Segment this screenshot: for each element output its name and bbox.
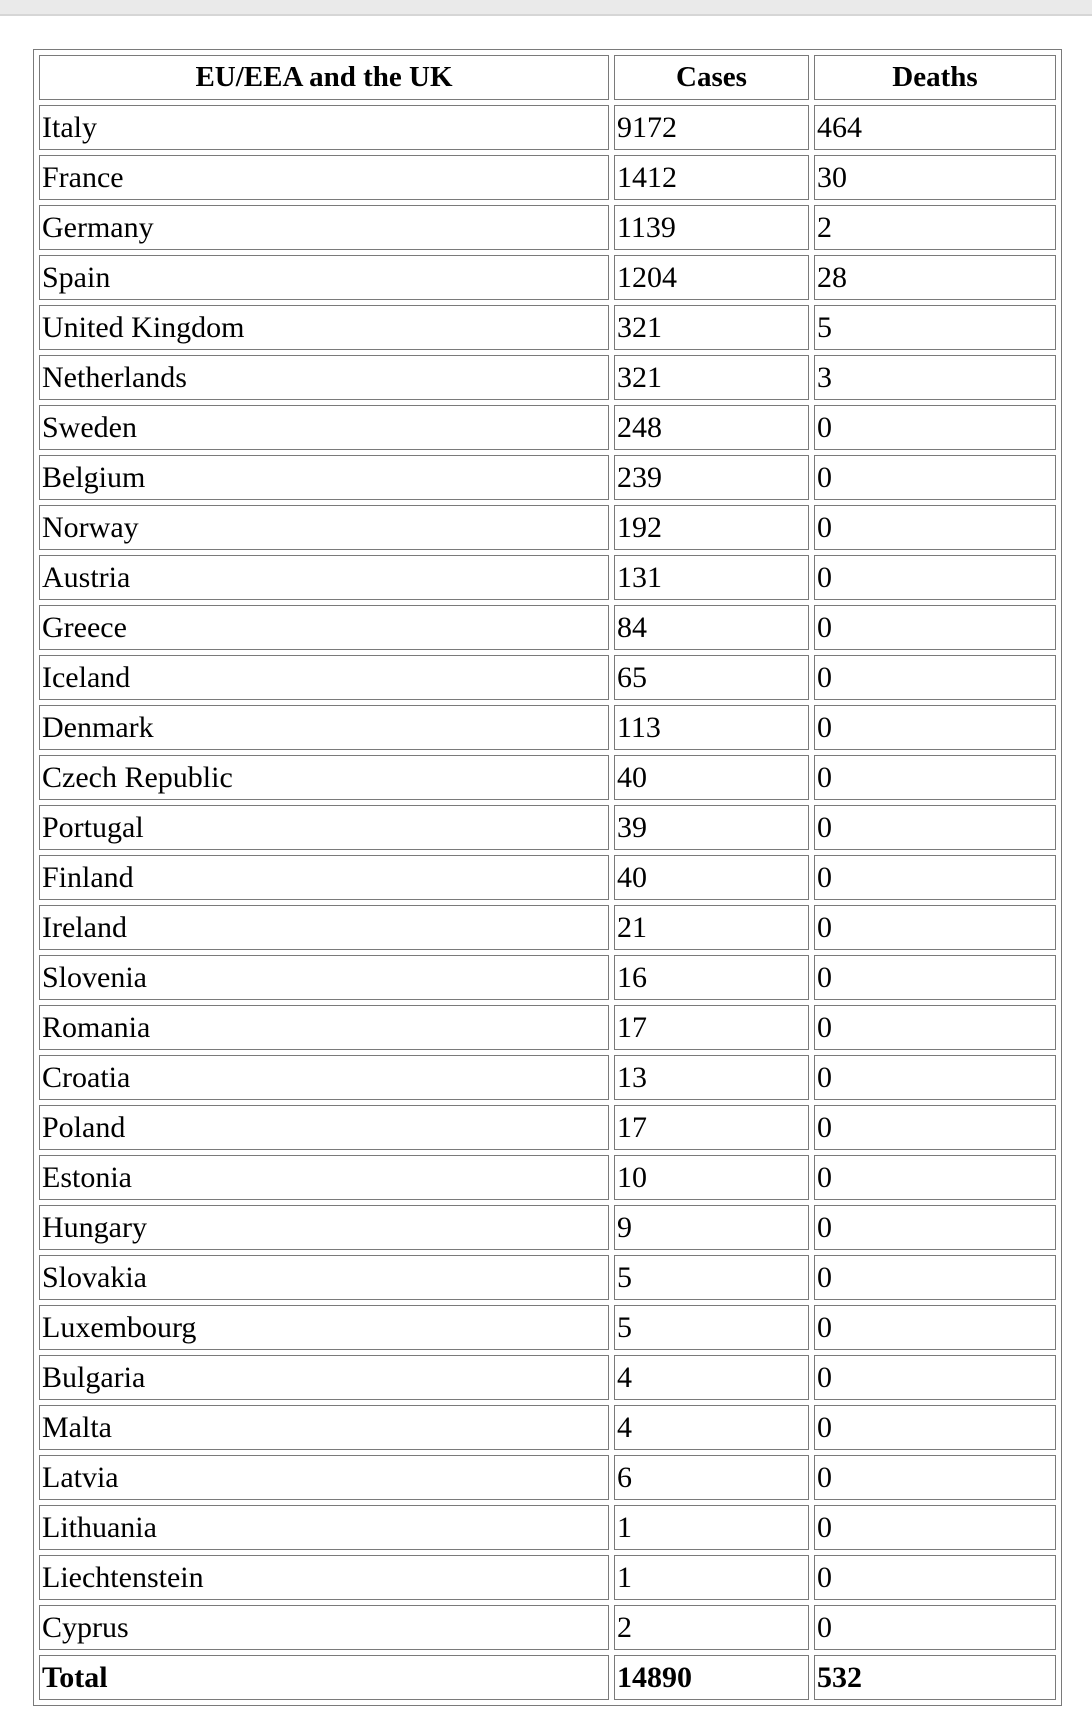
country-cell: United Kingdom <box>39 305 609 350</box>
country-cell: Greece <box>39 605 609 650</box>
top-bar <box>0 0 1092 16</box>
deaths-cell: 5 <box>814 305 1056 350</box>
table-row <box>39 1155 1056 1200</box>
cases-cell: 65 <box>614 655 809 700</box>
header-country: EU/EEA and the UK <box>39 55 609 100</box>
cases-cell: 21 <box>614 905 809 950</box>
table-row <box>39 205 1056 250</box>
cases-cell: 16 <box>614 955 809 1000</box>
header-deaths: Deaths <box>814 55 1056 100</box>
deaths-cell: 0 <box>814 505 1056 550</box>
cases-cell: 13 <box>614 1055 809 1100</box>
deaths-cell: 2 <box>814 205 1056 250</box>
country-cell: Latvia <box>39 1455 609 1500</box>
deaths-cell: 0 <box>814 1605 1056 1650</box>
country-cell: Portugal <box>39 805 609 850</box>
table-row <box>39 855 1056 900</box>
cases-cell: 321 <box>614 355 809 400</box>
table-row <box>39 1405 1056 1450</box>
deaths-cell: 0 <box>814 405 1056 450</box>
country-cell: Denmark <box>39 705 609 750</box>
country-cell: Sweden <box>39 405 609 450</box>
country-cell: Liechtenstein <box>39 1555 609 1600</box>
country-cell: Spain <box>39 255 609 300</box>
country-cell: Ireland <box>39 905 609 950</box>
cases-cell: 248 <box>614 405 809 450</box>
deaths-cell: 0 <box>814 705 1056 750</box>
cases-cell: 1204 <box>614 255 809 300</box>
table-row <box>39 705 1056 750</box>
table-row <box>39 1105 1056 1150</box>
total-row <box>39 1655 1056 1700</box>
table-row <box>39 505 1056 550</box>
cases-cell: 4 <box>614 1405 809 1450</box>
table-row <box>39 255 1056 300</box>
cases-cell: 4 <box>614 1355 809 1400</box>
deaths-cell: 0 <box>814 1155 1056 1200</box>
deaths-cell: 0 <box>814 1555 1056 1600</box>
country-cell: Romania <box>39 1005 609 1050</box>
cases-cell: 192 <box>614 505 809 550</box>
deaths-cell: 0 <box>814 1305 1056 1350</box>
country-cell: Belgium <box>39 455 609 500</box>
total-deaths: 532 <box>814 1655 1056 1700</box>
total-label: Total <box>39 1655 609 1700</box>
deaths-cell: 0 <box>814 455 1056 500</box>
table-row <box>39 1055 1056 1100</box>
cases-cell: 239 <box>614 455 809 500</box>
table-row <box>39 1555 1056 1600</box>
country-cell: Bulgaria <box>39 1355 609 1400</box>
cases-cell: 5 <box>614 1305 809 1350</box>
country-cell: Finland <box>39 855 609 900</box>
country-cell: Luxembourg <box>39 1305 609 1350</box>
country-cell: Lithuania <box>39 1505 609 1550</box>
country-cell: Czech Republic <box>39 755 609 800</box>
table-row <box>39 1355 1056 1400</box>
cases-cell: 1139 <box>614 205 809 250</box>
cases-cell: 17 <box>614 1005 809 1050</box>
country-cell: France <box>39 155 609 200</box>
deaths-cell: 0 <box>814 805 1056 850</box>
cases-cell: 39 <box>614 805 809 850</box>
cases-cell: 1412 <box>614 155 809 200</box>
deaths-cell: 0 <box>814 1105 1056 1150</box>
total-cases: 14890 <box>614 1655 809 1700</box>
table-row <box>39 905 1056 950</box>
country-cell: Italy <box>39 105 609 150</box>
deaths-cell: 30 <box>814 155 1056 200</box>
table-row <box>39 355 1056 400</box>
country-cell: Slovakia <box>39 1255 609 1300</box>
cases-cell: 9 <box>614 1205 809 1250</box>
header-row <box>39 55 1056 100</box>
deaths-cell: 0 <box>814 605 1056 650</box>
cases-cell: 2 <box>614 1605 809 1650</box>
cases-cell: 17 <box>614 1105 809 1150</box>
table-row <box>39 755 1056 800</box>
cases-cell: 40 <box>614 755 809 800</box>
country-cell: Malta <box>39 1405 609 1450</box>
cases-cell: 6 <box>614 1455 809 1500</box>
country-cell: Austria <box>39 555 609 600</box>
table-row <box>39 555 1056 600</box>
country-cell: Cyprus <box>39 1605 609 1650</box>
deaths-cell: 464 <box>814 105 1056 150</box>
table-row <box>39 605 1056 650</box>
cases-cell: 321 <box>614 305 809 350</box>
deaths-cell: 0 <box>814 555 1056 600</box>
table-body <box>39 105 1056 1650</box>
cases-cell: 84 <box>614 605 809 650</box>
country-cell: Poland <box>39 1105 609 1150</box>
deaths-cell: 0 <box>814 905 1056 950</box>
deaths-cell: 28 <box>814 255 1056 300</box>
table-row <box>39 1505 1056 1550</box>
table-row <box>39 455 1056 500</box>
deaths-cell: 0 <box>814 1205 1056 1250</box>
cases-cell: 5 <box>614 1255 809 1300</box>
table-row <box>39 305 1056 350</box>
country-cell: Croatia <box>39 1055 609 1100</box>
cases-cell: 10 <box>614 1155 809 1200</box>
deaths-cell: 0 <box>814 1005 1056 1050</box>
deaths-cell: 0 <box>814 1255 1056 1300</box>
deaths-cell: 0 <box>814 955 1056 1000</box>
table-row <box>39 105 1056 150</box>
deaths-cell: 0 <box>814 655 1056 700</box>
header-cases: Cases <box>614 55 809 100</box>
table-row <box>39 1205 1056 1250</box>
cases-cell: 1 <box>614 1555 809 1600</box>
deaths-cell: 0 <box>814 1405 1056 1450</box>
cases-deaths-table <box>33 49 1062 1706</box>
table-row <box>39 1455 1056 1500</box>
deaths-cell: 0 <box>814 755 1056 800</box>
cases-cell: 40 <box>614 855 809 900</box>
country-cell: Netherlands <box>39 355 609 400</box>
country-cell: Slovenia <box>39 955 609 1000</box>
cases-cell: 113 <box>614 705 809 750</box>
table-row <box>39 155 1056 200</box>
country-cell: Norway <box>39 505 609 550</box>
table-row <box>39 955 1056 1000</box>
table-row <box>39 1305 1056 1350</box>
deaths-cell: 0 <box>814 1055 1056 1100</box>
deaths-cell: 0 <box>814 1505 1056 1550</box>
country-cell: Germany <box>39 205 609 250</box>
cases-cell: 1 <box>614 1505 809 1550</box>
table-row <box>39 655 1056 700</box>
table-row <box>39 805 1056 850</box>
table-row <box>39 1255 1056 1300</box>
table-row <box>39 405 1056 450</box>
cases-cell: 9172 <box>614 105 809 150</box>
table-row <box>39 1605 1056 1650</box>
deaths-cell: 3 <box>814 355 1056 400</box>
table-row <box>39 1005 1056 1050</box>
deaths-cell: 0 <box>814 1455 1056 1500</box>
deaths-cell: 0 <box>814 855 1056 900</box>
country-cell: Hungary <box>39 1205 609 1250</box>
cases-cell: 131 <box>614 555 809 600</box>
country-cell: Iceland <box>39 655 609 700</box>
country-cell: Estonia <box>39 1155 609 1200</box>
deaths-cell: 0 <box>814 1355 1056 1400</box>
